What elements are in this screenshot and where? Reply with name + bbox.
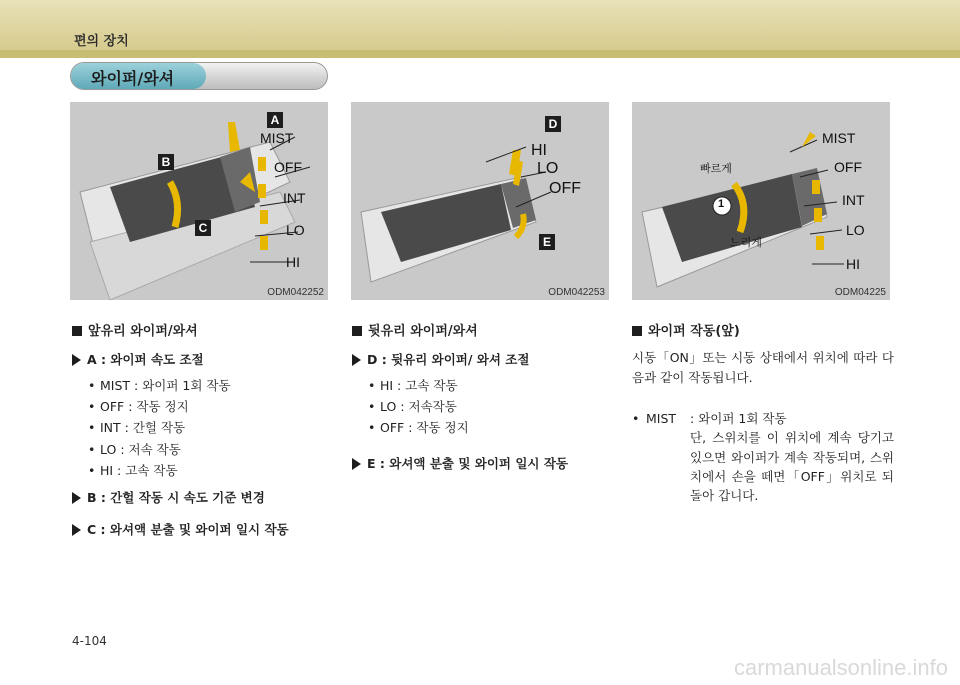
label-mist: MIST — [822, 130, 856, 146]
badge-e: E — [539, 234, 555, 250]
rear-speed-list — [368, 376, 614, 438]
label-hi: HI — [286, 254, 300, 270]
square-bullet-icon — [352, 326, 362, 336]
section-title: 와이퍼/와셔 — [91, 69, 175, 88]
list-item: • LO : 저속작동 — [368, 397, 614, 416]
figure-front-wiper-switch — [70, 102, 328, 300]
item-e-title: E : 와셔액 분출 및 와이퍼 일시 작동 — [352, 454, 614, 473]
square-bullet-icon — [72, 326, 82, 336]
label-int: INT — [283, 190, 306, 206]
figure-code: ODM04225 — [834, 287, 886, 298]
label-lo: LO — [537, 160, 559, 177]
column-front-wiper — [72, 322, 334, 545]
label-hi: HI — [531, 142, 547, 159]
mist-description — [632, 409, 894, 506]
column-rear-wiper — [352, 322, 614, 479]
bullet: • — [632, 410, 640, 426]
label-mist: MIST — [260, 130, 294, 146]
figure-code: ODM042253 — [548, 287, 605, 298]
item-b-title: B : 간헐 작동 시 속도 기준 변경 — [72, 488, 334, 507]
square-bullet-icon — [632, 326, 642, 336]
heading-front-wiper: 앞유리 와이퍼/와셔 — [72, 322, 334, 342]
column-wiper-operation — [632, 322, 894, 506]
label-off: OFF — [274, 159, 302, 175]
heading-rear-wiper: 뒷유리 와이퍼/와셔 — [352, 322, 614, 342]
label-lo: LO — [286, 222, 305, 238]
triangle-bullet-icon — [72, 524, 81, 536]
mist-line1: : 와이퍼 1회 작동 — [690, 410, 787, 426]
badge-1: 1 — [718, 198, 725, 210]
intro-text: 시동「ON」또는 시동 상태에서 위치에 따라 다음과 같이 작동됩니다. — [632, 350, 894, 385]
label-lo: LO — [846, 222, 865, 238]
figure-rear-wiper-switch — [351, 102, 609, 300]
list-item: • OFF : 작동 정지 — [88, 397, 334, 416]
heading-wiper-operation: 와이퍼 작동(앞) — [632, 322, 894, 342]
label-slow: 느리게 — [730, 237, 762, 249]
badge-d: D — [545, 116, 561, 132]
triangle-bullet-icon — [352, 354, 361, 366]
label-hi: HI — [846, 256, 860, 272]
mist-line — [632, 409, 894, 428]
triangle-bullet-icon — [72, 492, 81, 504]
page-header — [0, 0, 960, 50]
list-item: • MIST : 와이퍼 1회 작동 — [88, 376, 334, 395]
item-a-title: A : 와이퍼 속도 조절 — [72, 350, 334, 369]
item-c-title: C : 와셔액 분출 및 와이퍼 일시 작동 — [72, 520, 334, 539]
badge-b: B — [158, 154, 174, 170]
label-off: OFF — [549, 180, 581, 197]
header-stripe — [0, 50, 960, 58]
list-item: • HI : 고속 작동 — [88, 461, 334, 480]
triangle-bullet-icon — [352, 458, 361, 470]
badge-a: A — [267, 112, 283, 128]
list-item: • LO : 저속 작동 — [88, 440, 334, 459]
list-item: • INT : 간헐 작동 — [88, 418, 334, 437]
label-int: INT — [842, 192, 865, 208]
page-number: 4-104 — [72, 634, 107, 648]
mist-label: MIST — [646, 410, 677, 426]
watermark: carmanualsonline.info — [733, 655, 948, 680]
triangle-bullet-icon — [72, 354, 81, 366]
mist-detail: 단, 스위치를 이 위치에 계속 당기고 있으면 와이퍼가 계속 작동되며, 스위치에서 손을 떼면「OFF」위치로 되돌아 갑니다. — [690, 430, 894, 504]
label-fast: 빠르게 — [700, 163, 732, 175]
section-title-bar — [70, 62, 328, 90]
item-d-title: D : 뒷유리 와이퍼/ 와셔 조절 — [352, 350, 614, 369]
list-item: • OFF : 작동 정지 — [368, 418, 614, 437]
figure-code: ODM042252 — [267, 287, 324, 298]
label-off: OFF — [834, 159, 862, 175]
speed-list — [88, 376, 334, 481]
rear-wiper-stalk-illustration — [351, 102, 609, 300]
chapter-title: 편의 장치 — [74, 34, 129, 49]
list-item: • HI : 고속 작동 — [368, 376, 614, 395]
figure-front-wiper-operation — [632, 102, 890, 300]
badge-c: C — [195, 220, 211, 236]
